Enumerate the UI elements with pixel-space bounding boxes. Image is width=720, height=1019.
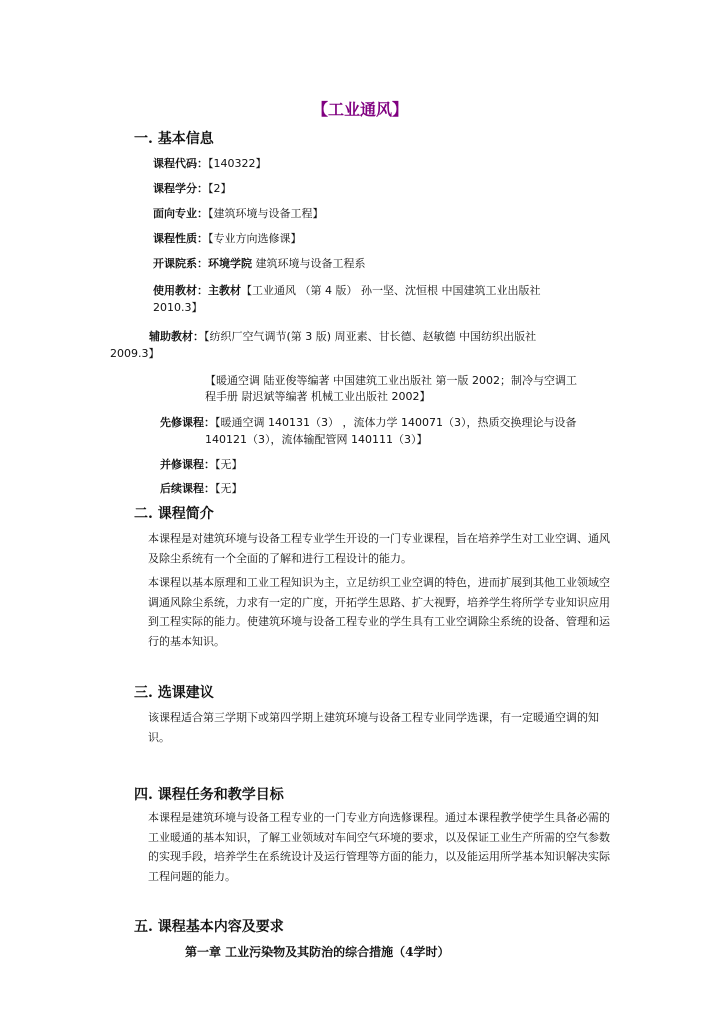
course-credit-value: 【2】 [208, 182, 232, 195]
intro-paragraph-1: 本课程是对建筑环境与设备工程专业学生开设的一门专业课程，旨在培养学生对工业空调、通风及除尘系统有一个全面的了解和进行工程设计的能力。 [148, 532, 610, 565]
course-nature-label: 课程性质： [153, 232, 208, 245]
goals-paragraph: 本课程是建筑环境与设备工程专业的一门专业方向选修课程。通过本课程教学使学生具备必需的工业暖通的基本知识，了解工业领域对车间空气环境的要求，以及保证工业生产所需的空气参数的实现手段，培养学生在系统设计及运行管理等方面的能力，以及能运用所学基本知识解决实际工程问题的能力。 [148, 811, 610, 883]
target-major-value: 【建筑环境与设备工程】 [208, 207, 324, 220]
course-credit-label: 课程学分： [153, 182, 208, 195]
textbook-row [153, 282, 540, 298]
course-code-value: 【140322】 [208, 157, 267, 170]
chapter-1-title: 第一章 工业污染物及其防治的综合措施（4学时） [185, 945, 450, 959]
intro-paragraph-2: 本课程以基本原理和工业工程知识为主，立足纺织工业空调的特色，进而扩展到其他工业领域空调通风除尘系统，力求有一定的广度，开拓学生思路、扩大视野，培养学生将所学专业知识应用到工程实际的能力。使建筑环境与设备工程专业的学生具有工业空调除尘系统的设备、管理和运行的基本知识。 [148, 576, 610, 648]
aux-textbook-2-line1: 【暖通空调 陆亚俊等编著 中国建筑工业出版社 第一版 2002；制冷与空调工 [205, 374, 577, 387]
page-title: 【工业通风】 [311, 100, 408, 119]
course-nature-value: 【专业方向选修课】 [208, 232, 302, 245]
course-credit-row [153, 180, 232, 196]
textbook-main-line1: 【工业通风 （第 4 版） 孙一坚、沈恒根 中国建筑工业出版社 [241, 284, 541, 297]
follow-up-label: 后续课程： [160, 482, 215, 495]
corequisite-value: 【无】 [215, 458, 243, 471]
course-nature-row [153, 230, 302, 246]
department-label: 开课院系： [153, 257, 208, 270]
prerequisite-line1: 【暖通空调 140131（3） ，流体力学 140071（3），热质交换理论与设备 [215, 416, 577, 429]
aux-textbook-label: 辅助教材： [149, 330, 204, 343]
department-school: 环境学院 [208, 257, 252, 270]
department-value: 建筑环境与设备工程系 [252, 257, 366, 270]
prerequisite-label: 先修课程： [160, 416, 215, 429]
textbook-main-line2: 2010.3】 [153, 301, 203, 314]
section-heading-basic-info: 一. 基本信息 [134, 131, 214, 147]
aux-textbook-line1: 【纺织厂空气调节(第 3 版) 周亚素、甘长德、赵敏德 中国纺织出版社 [204, 330, 537, 343]
section-heading-advice: 三. 选课建议 [134, 685, 214, 701]
aux-textbook-row [149, 328, 536, 344]
prerequisite-row [160, 414, 576, 430]
course-code-row [153, 155, 267, 171]
follow-up-row [160, 480, 243, 496]
aux-textbook-2-line2: 程手册 尉迟斌等编著 机械工业出版社 2002】 [205, 390, 431, 403]
section-heading-intro: 二. 课程简介 [134, 506, 214, 522]
section-heading-content: 五. 课程基本内容及要求 [134, 919, 284, 935]
target-major-row [153, 205, 324, 221]
follow-up-value: 【无】 [215, 482, 243, 495]
target-major-label: 面向专业： [153, 207, 208, 220]
textbook-main-label: 主教材 [208, 284, 241, 297]
textbook-label: 使用教材： [153, 284, 208, 297]
aux-textbook-line2: 2009.3】 [110, 347, 160, 360]
section-heading-goals: 四. 课程任务和教学目标 [134, 787, 284, 803]
corequisite-row [160, 456, 243, 472]
course-code-label: 课程代码： [153, 157, 208, 170]
advice-paragraph: 该课程适合第三学期下或第四学期上建筑环境与设备工程专业同学选课，有一定暖通空调的知识。 [148, 711, 599, 744]
corequisite-label: 并修课程： [160, 458, 215, 471]
prerequisite-line2: 140121（3），流体输配管网 140111（3）】 [205, 433, 428, 446]
department-row [153, 255, 366, 271]
